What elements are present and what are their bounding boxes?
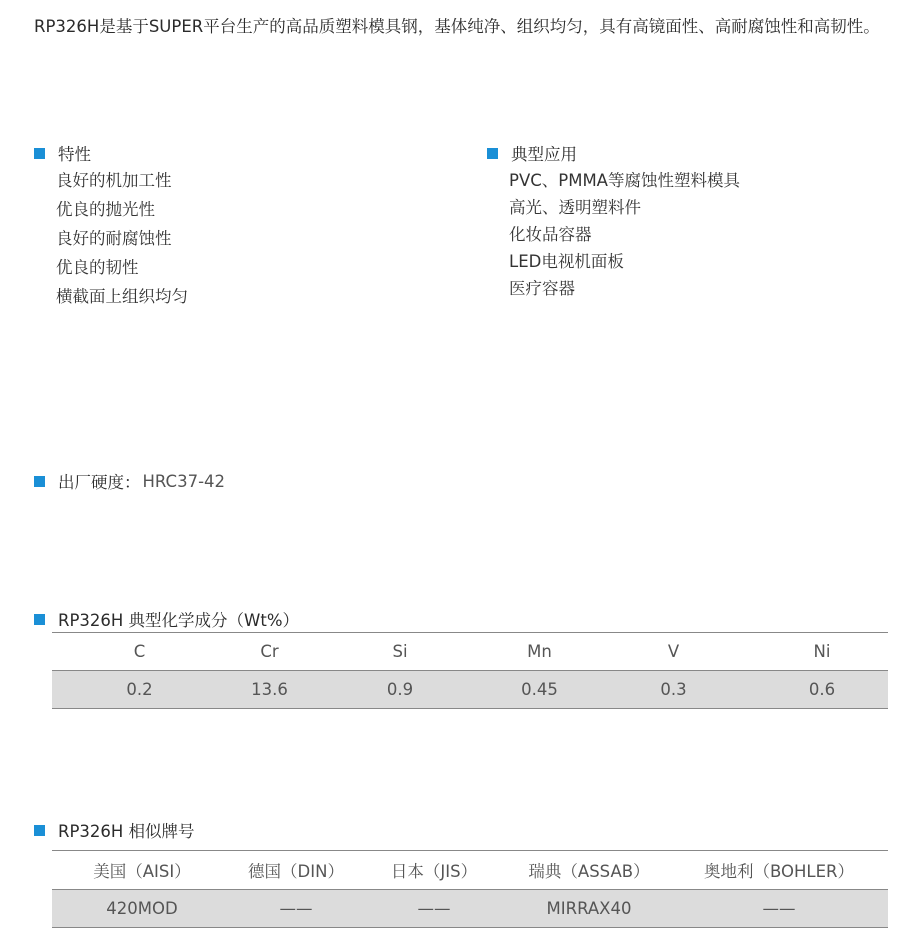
table-header-cell: Cr	[260, 642, 279, 661]
table-header-cell: V	[667, 642, 680, 661]
applications-title: 典型应用	[511, 145, 577, 164]
features-title: 特性	[58, 145, 91, 164]
composition-heading	[34, 607, 299, 631]
table-cell: 0.3	[660, 680, 687, 699]
features-heading	[34, 141, 91, 165]
similar-heading	[34, 818, 195, 842]
table-cell: 0.6	[808, 680, 836, 699]
bullet-square-icon	[34, 614, 45, 625]
table-header-row	[52, 851, 888, 890]
bullet-square-icon	[34, 476, 45, 487]
list-item: 优良的抛光性	[56, 200, 155, 219]
table-header-cell: Mn	[527, 642, 552, 661]
list-item: 化妆品容器	[509, 225, 592, 244]
features-list	[56, 166, 188, 311]
table-header-cell: C	[133, 642, 146, 661]
applications-heading	[487, 141, 577, 165]
table-row	[52, 671, 888, 709]
hardness-heading	[34, 469, 225, 493]
hardness-value: HRC37-42	[142, 471, 226, 491]
table-cell: 420MOD	[106, 899, 178, 918]
table-header-cell: Ni	[813, 642, 831, 661]
composition-table	[52, 632, 888, 709]
list-item: 良好的机加工性	[56, 171, 172, 190]
similar-grades-table	[52, 850, 888, 928]
table-cell: ——	[417, 899, 451, 918]
intro-paragraph: RP326H是基于SUPER平台生产的高品质塑料模具钢，基体纯净、组织均匀，具有高镜面性、高耐腐蚀性和高韧性。	[34, 17, 880, 36]
list-item: 良好的耐腐蚀性	[56, 229, 172, 248]
table-header-cell: 德国（DIN）	[248, 862, 344, 881]
composition-title: RP326H 典型化学成分（Wt%）	[58, 611, 300, 630]
table-cell: 0.9	[386, 680, 414, 699]
list-item: 横截面上组织均匀	[56, 287, 188, 306]
table-cell: 13.6	[251, 680, 288, 699]
table-header-cell: 奥地利（BOHLER）	[703, 862, 854, 881]
bullet-square-icon	[34, 148, 45, 159]
table-row	[52, 890, 888, 928]
list-item: 医疗容器	[509, 279, 575, 298]
table-cell: 0.45	[521, 680, 558, 699]
bullet-square-icon	[487, 148, 498, 159]
similar-title: RP326H 相似牌号	[58, 822, 195, 841]
table-cell: ——	[762, 899, 796, 918]
list-item: 优良的韧性	[56, 258, 139, 277]
applications-list	[509, 167, 740, 302]
table-cell: MIRRAX40	[546, 899, 632, 918]
table-header-cell: 美国（AISI）	[93, 862, 191, 881]
list-item: PVC、PMMA等腐蚀性塑料模具	[509, 171, 740, 190]
table-header-cell: 瑞典（ASSAB）	[528, 862, 650, 881]
hardness-label: 出厂硬度：	[58, 473, 141, 492]
table-header-cell: 日本（JIS）	[390, 862, 478, 881]
list-item: 高光、透明塑料件	[509, 198, 641, 217]
list-item: LED电视机面板	[509, 252, 624, 271]
table-header-row	[52, 633, 888, 671]
bullet-square-icon	[34, 825, 45, 836]
table-cell: 0.2	[126, 680, 153, 699]
table-cell: ——	[279, 899, 313, 918]
table-header-cell: Si	[392, 642, 408, 661]
